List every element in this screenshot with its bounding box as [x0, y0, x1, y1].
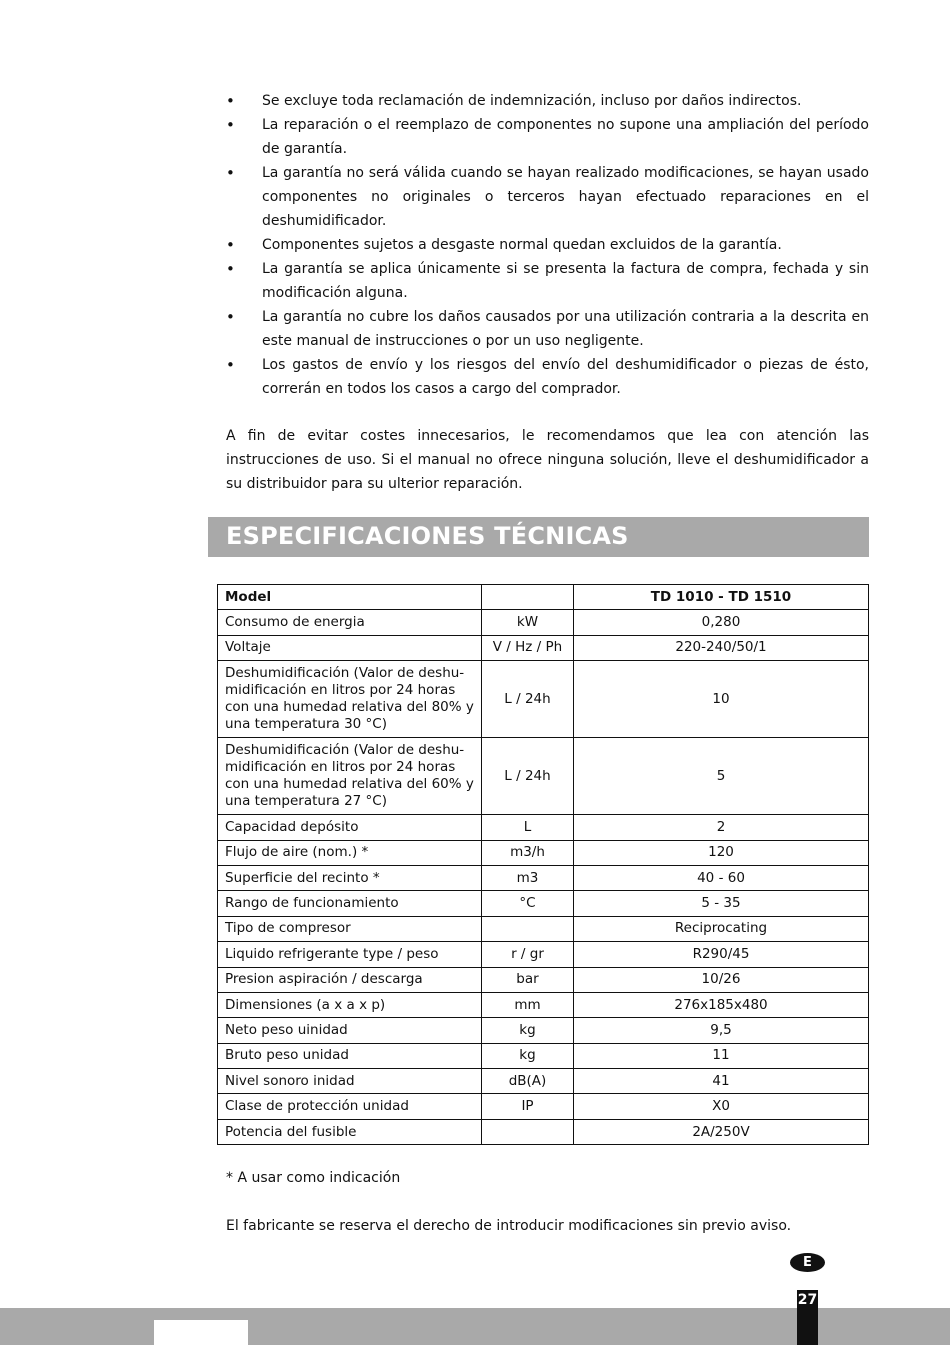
table-row	[218, 661, 869, 738]
table-row	[218, 815, 869, 840]
table-row	[218, 992, 869, 1017]
page-number: 27	[797, 1290, 818, 1345]
table-cell: 2	[574, 815, 869, 840]
table-row	[218, 916, 869, 941]
table-cell: Superficie del recinto *	[218, 865, 482, 890]
list-item: • La garantía se aplica únicamente si se presenta la factura de compra, fechada y sin modificación alguna.	[226, 257, 869, 305]
table-row	[218, 942, 869, 967]
table-cell: °C	[482, 891, 574, 916]
list-item: • Los gastos de envío y los riesgos del envío del deshumidificador o piezas de ésto, correrán en todos los casos a cargo del comprador.	[226, 353, 869, 401]
language-badge: E	[790, 1253, 825, 1272]
table-cell: 5	[574, 738, 869, 815]
table-cell: bar	[482, 967, 574, 992]
table-cell: 120	[574, 840, 869, 865]
table-row	[218, 610, 869, 635]
table-cell: 41	[574, 1069, 869, 1094]
table-cell: Tipo de compresor	[218, 916, 482, 941]
section-title: ESPECIFICACIONES TÉCNICAS	[226, 522, 629, 550]
table-cell: Presion aspiración / descarga	[218, 967, 482, 992]
table-cell: L / 24h	[482, 661, 574, 738]
intro-paragraph: A fin de evitar costes innecesarios, le recomendamos que lea con atención las instrucciones de uso. Si el manual no ofrece ninguna solución, lleve el deshumidificador a su distribuidor para su ulterior reparación.	[226, 428, 869, 492]
table-cell: mm	[482, 992, 574, 1017]
table-cell: 276x185x480	[574, 992, 869, 1017]
section-header-bar	[208, 517, 869, 557]
list-item: • La reparación o el reemplazo de componentes no supone una ampliación del período de garantía.	[226, 113, 869, 161]
table-row	[218, 1094, 869, 1119]
table-row	[218, 1043, 869, 1068]
warranty-bullet-list	[226, 89, 869, 401]
table-cell: Bruto peso unidad	[218, 1043, 482, 1068]
table-cell: L / 24h	[482, 738, 574, 815]
table-row	[218, 738, 869, 815]
table-cell: 2A/250V	[574, 1119, 869, 1144]
table-cell: 5 - 35	[574, 891, 869, 916]
table-cell: m3	[482, 865, 574, 890]
table-header-cell: TD 1010 - TD 1510	[574, 585, 869, 610]
footer-white-box	[154, 1320, 248, 1345]
table-row	[218, 840, 869, 865]
table-cell	[482, 916, 574, 941]
table-row	[218, 1119, 869, 1144]
table-cell: kW	[482, 610, 574, 635]
table-cell: Deshumidificación (Valor de deshu-midificación en litros por 24 horas con una humedad relativa del 60% y una temperatura 27 °C)	[218, 738, 482, 815]
table-cell: Capacidad depósito	[218, 815, 482, 840]
table-cell: m3/h	[482, 840, 574, 865]
table-cell	[482, 1119, 574, 1144]
list-item: • Componentes sujetos a desgaste normal quedan excluidos de la garantía.	[226, 233, 869, 257]
table-header-cell	[482, 585, 574, 610]
table-cell: Reciprocating	[574, 916, 869, 941]
table-row	[218, 1069, 869, 1094]
table-cell: V / Hz / Ph	[482, 635, 574, 660]
table-cell: Voltaje	[218, 635, 482, 660]
table-row	[218, 635, 869, 660]
table-row	[218, 891, 869, 916]
table-cell: Dimensiones (a x a x p)	[218, 992, 482, 1017]
table-cell: 40 - 60	[574, 865, 869, 890]
table-cell: 0,280	[574, 610, 869, 635]
disclaimer: El fabricante se reserva el derecho de introducir modificaciones sin previo aviso.	[226, 1218, 792, 1234]
table-cell: Rango de funcionamiento	[218, 891, 482, 916]
specs-table	[217, 584, 869, 1145]
table-header-cell: Model	[218, 585, 482, 610]
table-cell: Nivel sonoro inidad	[218, 1069, 482, 1094]
table-cell: 11	[574, 1043, 869, 1068]
table-header-row	[218, 585, 869, 610]
table-cell: kg	[482, 1018, 574, 1043]
table-cell: Potencia del fusible	[218, 1119, 482, 1144]
table-cell: 10	[574, 661, 869, 738]
table-cell: 220-240/50/1	[574, 635, 869, 660]
table-cell: X0	[574, 1094, 869, 1119]
table-cell: 10/26	[574, 967, 869, 992]
table-cell: r / gr	[482, 942, 574, 967]
table-cell: Clase de protección unidad	[218, 1094, 482, 1119]
table-row	[218, 865, 869, 890]
list-item: • Se excluye toda reclamación de indemnización, incluso por daños indirectos.	[226, 89, 869, 113]
table-row	[218, 1018, 869, 1043]
table-row	[218, 967, 869, 992]
footnote: * A usar como indicación	[226, 1170, 401, 1186]
table-cell: 9,5	[574, 1018, 869, 1043]
table-cell: Deshumidificación (Valor de deshu-midificación en litros por 24 horas con una humedad relativa del 80% y una temperatura 30 °C)	[218, 661, 482, 738]
table-cell: dB(A)	[482, 1069, 574, 1094]
table-cell: Consumo de energia	[218, 610, 482, 635]
table-cell: R290/45	[574, 942, 869, 967]
table-cell: Liquido refrigerante type / peso	[218, 942, 482, 967]
list-item: • La garantía no cubre los daños causados por una utilización contraria a la descrita en este manual de instrucciones o por un uso negligente.	[226, 305, 869, 353]
list-item: • La garantía no será válida cuando se hayan realizado modificaciones, se hayan usado componentes no originales o terceros hayan efectuado reparaciones en el deshumidificador.	[226, 161, 869, 233]
table-cell: IP	[482, 1094, 574, 1119]
table-cell: kg	[482, 1043, 574, 1068]
table-cell: L	[482, 815, 574, 840]
table-cell: Flujo de aire (nom.) *	[218, 840, 482, 865]
table-cell: Neto peso uinidad	[218, 1018, 482, 1043]
